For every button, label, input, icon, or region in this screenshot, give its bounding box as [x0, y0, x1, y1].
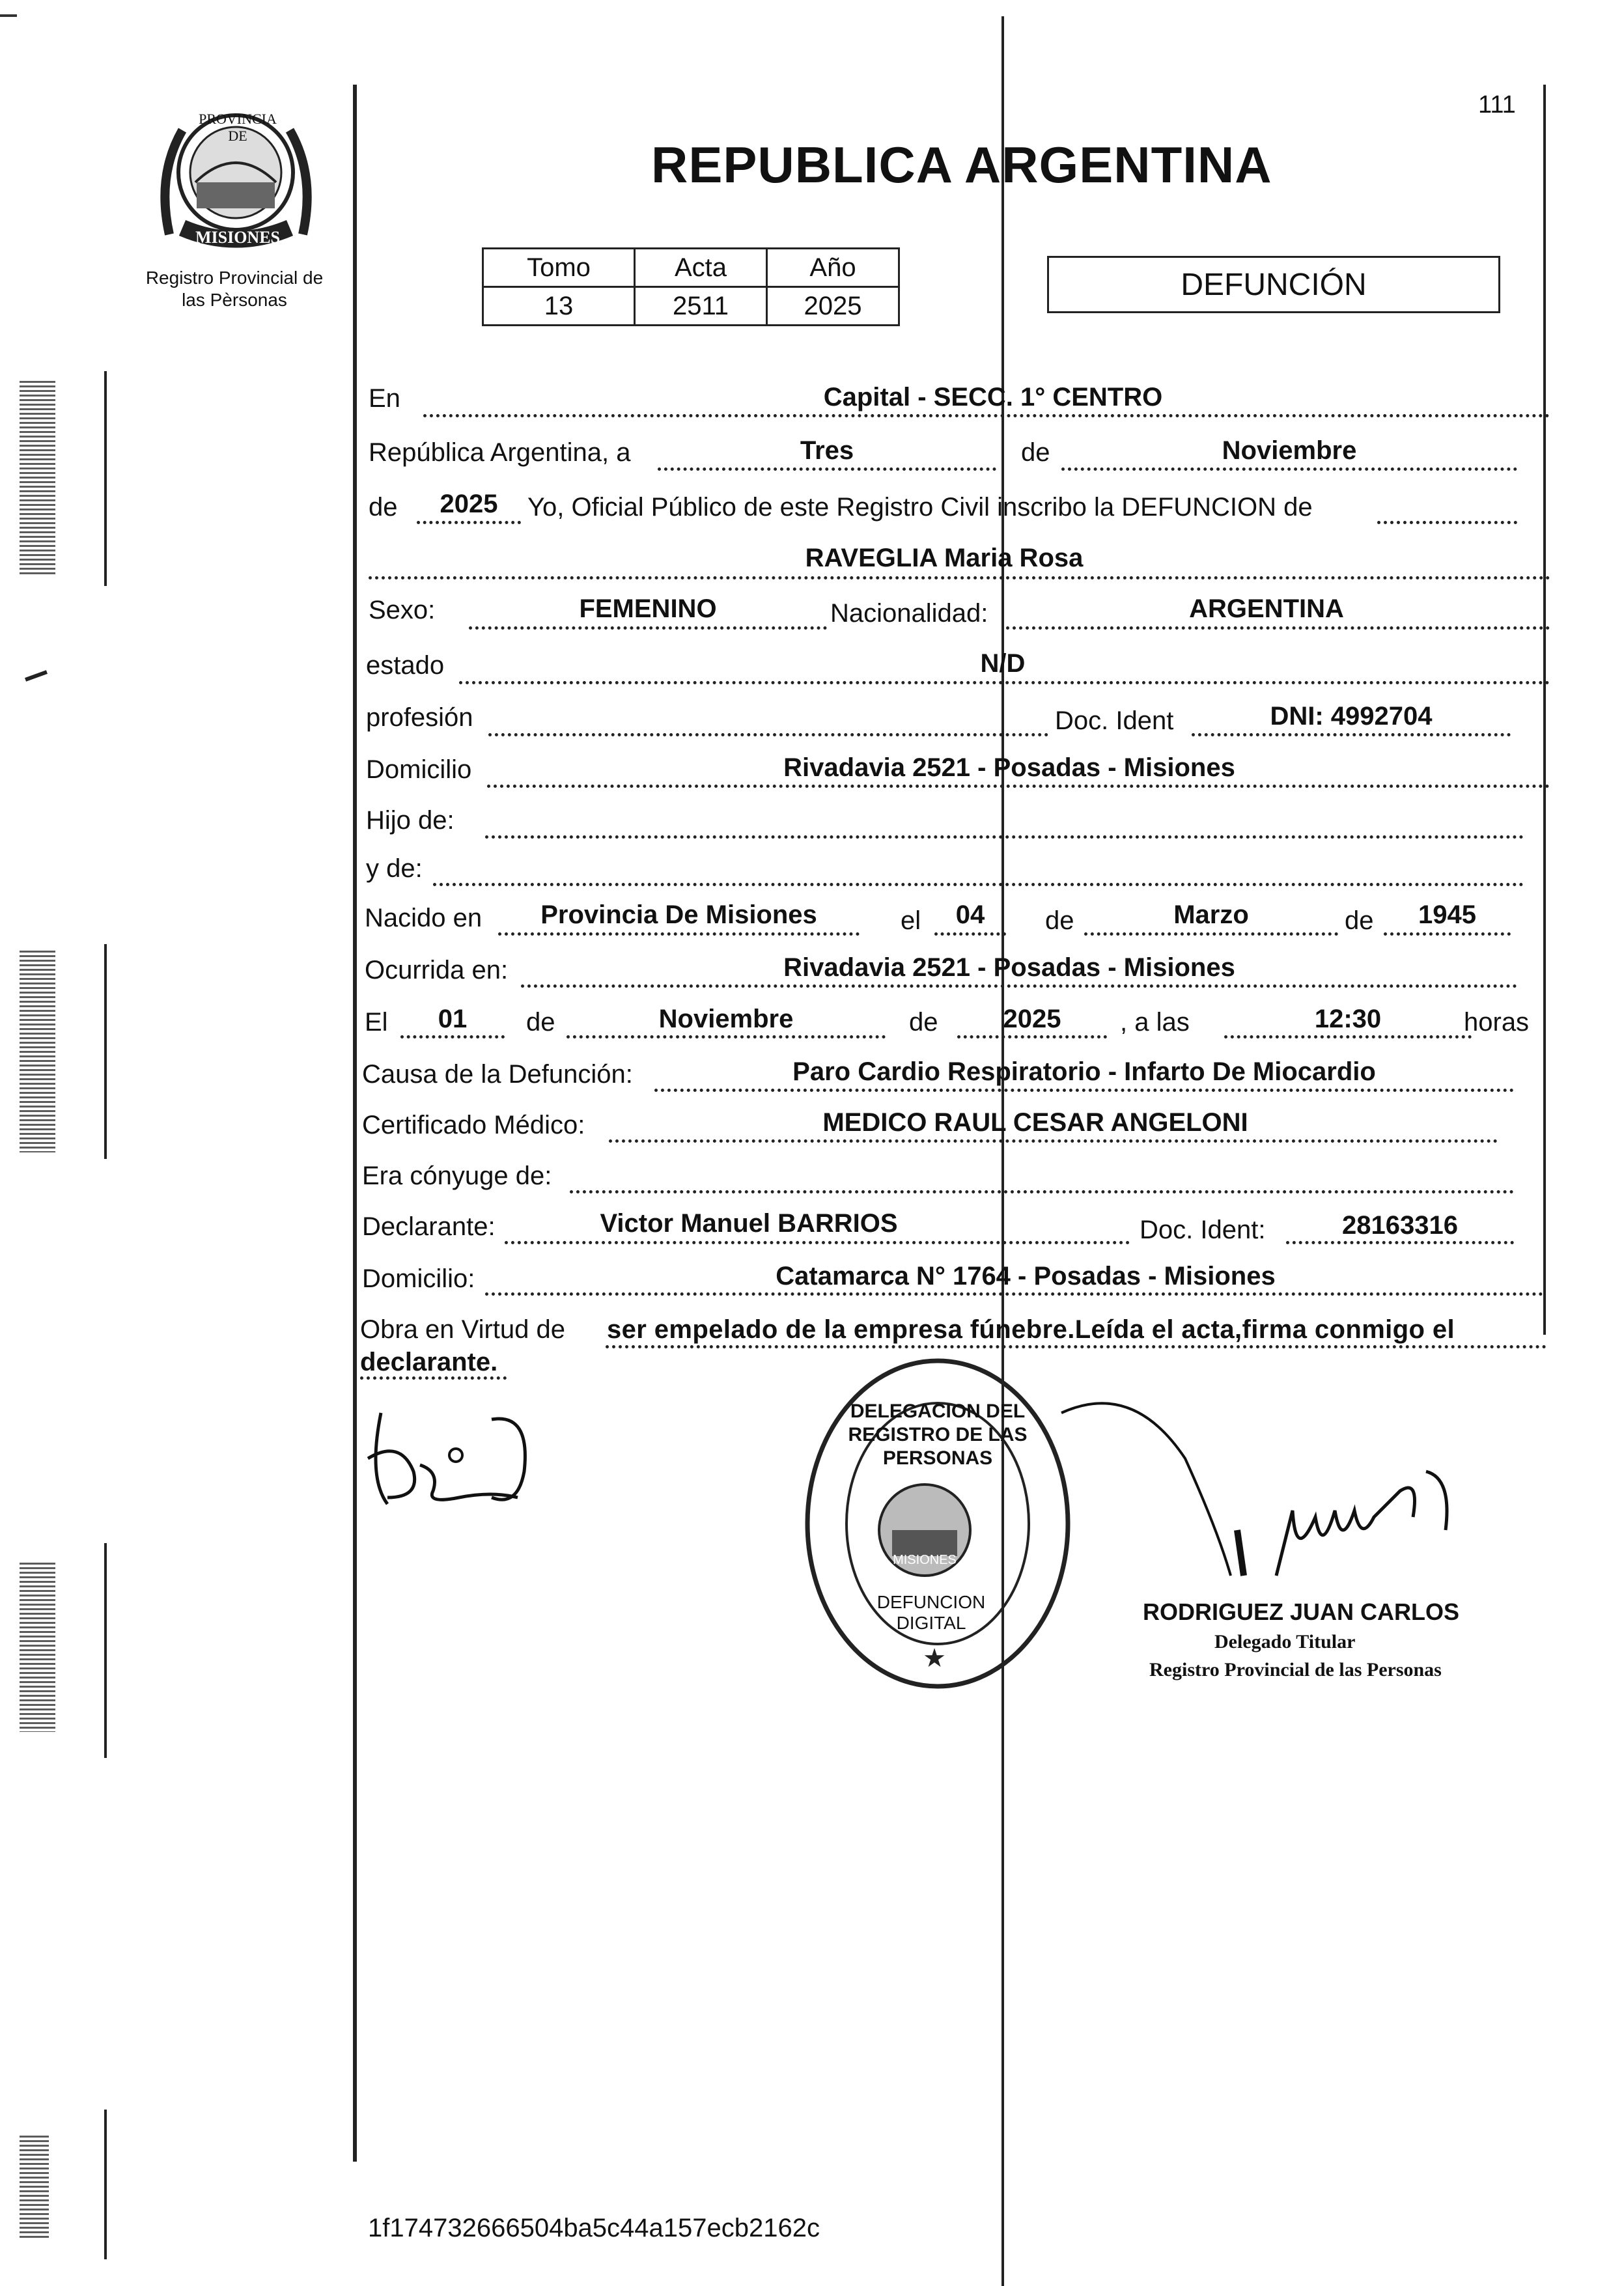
label-nac-de1: de: [1045, 906, 1074, 935]
declarant-signature: [361, 1400, 544, 1517]
label-conyuge: Era cónyuge de:: [362, 1162, 552, 1190]
label-certificado: Certificado Médico:: [362, 1111, 585, 1139]
dots-nac-de1: [1084, 932, 1338, 936]
dots-declarante: [505, 1241, 1130, 1244]
dots-inscribo: [1377, 521, 1517, 524]
acta-table: [482, 247, 900, 326]
seal-text-top: PROVINCIA DE: [199, 111, 277, 144]
right-border: [1543, 85, 1546, 1335]
anio-value: 2025: [767, 287, 899, 326]
label-nac-el: el: [901, 906, 921, 935]
label-el: El: [365, 1008, 388, 1037]
tomo-value: 13: [483, 287, 635, 326]
dots-profesion: [488, 733, 1048, 736]
dots-nacionalidad: [1006, 626, 1550, 630]
label-nac-de2: de: [1345, 906, 1374, 935]
official-name: RODRIGUEZ JUAN CARLOS: [1143, 1598, 1460, 1625]
table-header-anio: Año: [767, 249, 899, 287]
label-nacionalidad: Nacionalidad:: [830, 599, 988, 628]
value-anio: 2025: [440, 490, 498, 518]
label-domicilio: Domicilio: [366, 755, 472, 784]
dots-decl-doc: [1286, 1241, 1514, 1244]
scan-mark: [0, 14, 17, 17]
doc-type-box: [1047, 256, 1500, 313]
dots-domicilio: [487, 785, 1550, 788]
margin-line: [104, 371, 107, 586]
label-el-de1: de: [526, 1008, 555, 1037]
value-el: 01: [438, 1005, 468, 1033]
label-el-de2: de: [909, 1008, 938, 1037]
dots-conyuge: [570, 1190, 1514, 1193]
value-nac-de2: 1945: [1418, 900, 1476, 929]
doc-type: DEFUNCIÓN: [1181, 267, 1367, 302]
value-doc-ident: DNI: 4992704: [1270, 702, 1433, 731]
dots-sexo: [469, 626, 827, 630]
dots-nac-de2: [1384, 932, 1511, 936]
label-hijo-de: Hijo de:: [366, 806, 455, 835]
stamp-ring-text: DELEGACION DEL REGISTRO DE LAS PERSONAS: [848, 1401, 1028, 1469]
table-header-acta: Acta: [635, 249, 767, 287]
label-decl-doc: Doc. Ident:: [1140, 1216, 1266, 1244]
dots-en: [423, 414, 1550, 417]
label-sexo: Sexo:: [369, 596, 436, 624]
acta-value: 2511: [635, 287, 767, 326]
left-border: [353, 85, 357, 2162]
label-obra: Obra en Virtud de: [360, 1315, 566, 1344]
dots-nac-el: [934, 932, 1006, 936]
value-decl-doc: 28163316: [1342, 1211, 1458, 1240]
svg-text:★: ★: [923, 1644, 946, 1673]
value-mes: Noviembre: [1222, 436, 1357, 465]
value-ocurrida-en: Rivadavia 2521 - Posadas - Misiones: [783, 953, 1235, 982]
dots-el-de1: [567, 1035, 886, 1038]
fold-line: [1001, 16, 1004, 2286]
dots-nombre: [369, 576, 1550, 579]
label-a-las: , a las: [1120, 1008, 1190, 1037]
official-office: Registro Provincial de las Personas: [1149, 1659, 1442, 1680]
dots-dia: [658, 467, 996, 471]
margin-line: [104, 2110, 107, 2259]
label-y-de: y de:: [366, 854, 423, 883]
scan-artifact: [20, 381, 55, 576]
official-role: Delegado Titular: [1214, 1631, 1356, 1652]
margin-line: [104, 1543, 107, 1758]
dots-doc-ident: [1192, 733, 1511, 736]
scan-artifact: [20, 2136, 49, 2240]
label-estado: estado: [366, 651, 445, 680]
dots-nacido-en: [498, 932, 860, 936]
label-mes: de: [1021, 438, 1050, 467]
value-nac-el: 04: [955, 900, 985, 929]
dots-anio: [417, 521, 521, 524]
dots-causa: [654, 1089, 1514, 1092]
value-a-las: 12:30: [1314, 1005, 1382, 1033]
label-profesion: profesión: [366, 703, 473, 732]
value-dia: Tres: [800, 436, 854, 465]
dots-mes: [1061, 467, 1517, 471]
value-decl-dom: Catamarca N° 1764 - Posadas - Misiones: [776, 1262, 1276, 1290]
value-certificado: MEDICO RAUL CESAR ANGELONI: [822, 1108, 1248, 1137]
value-en: Capital - SECC. 1° CENTRO: [823, 383, 1163, 411]
value-declarante: Victor Manuel BARRIOS: [600, 1209, 898, 1238]
label-ocurrida-en: Ocurrida en:: [365, 956, 509, 984]
official-signature: [1035, 1380, 1478, 1595]
label-fecha: República Argentina, a: [369, 438, 631, 467]
page-title: REPUBLICA ARGENTINA: [651, 136, 1272, 193]
dots-obra-2: [360, 1376, 507, 1380]
value-el-de2: 2025: [1003, 1005, 1061, 1033]
label-decl-dom: Domicilio:: [362, 1264, 475, 1293]
stamp-inner-text: DEFUNCION DIGITAL: [876, 1592, 986, 1633]
value-nacido-en: Provincia De Misiones: [540, 900, 817, 929]
scan-artifact: [20, 951, 55, 1152]
label-horas: horas: [1464, 1008, 1530, 1037]
inscribo-text: Yo, Oficial Público de este Registro Civil inscribo la DEFUNCION de: [527, 493, 1313, 522]
dots-el-de2: [957, 1035, 1107, 1038]
dots-decl-dom: [485, 1292, 1543, 1296]
label-declarante: Declarante:: [362, 1212, 496, 1241]
label-anio: de: [369, 493, 398, 522]
value-nacionalidad: ARGENTINA: [1189, 594, 1344, 623]
value-obra-line2: declarante.: [360, 1348, 498, 1376]
value-obra-line1: ser empelado de la empresa fúnebre.Leída el acta,firma conmigo el: [607, 1315, 1455, 1344]
dots-ocurrida-en: [521, 984, 1517, 988]
table-header-tomo: Tomo: [483, 249, 635, 287]
scan-artifact: [20, 1563, 55, 1732]
label-nacido-en: Nacido en: [365, 904, 483, 932]
document-hash: 1f174732666504ba5c44a157ecb2162c: [368, 2214, 820, 2242]
scan-mark: [25, 670, 48, 682]
value-domicilio: Rivadavia 2521 - Posadas - Misiones: [783, 753, 1235, 782]
label-causa: Causa de la Defunción:: [362, 1060, 633, 1089]
dots-hijo-de: [485, 835, 1524, 839]
label-doc-ident: Doc. Ident: [1055, 706, 1174, 735]
value-nac-de1: Marzo: [1173, 900, 1249, 929]
logo-caption: Registro Provincial de las Pèrsonas: [145, 268, 324, 310]
seal-text-bottom: MISIONES: [195, 228, 281, 247]
margin-line: [104, 944, 107, 1159]
dots-obra: [606, 1345, 1547, 1348]
page-number: 111: [1478, 91, 1516, 118]
value-sexo: FEMENINO: [579, 594, 717, 623]
dots-y-de: [433, 883, 1524, 886]
label-en: En: [369, 384, 400, 413]
dots-a-las: [1224, 1035, 1472, 1038]
value-causa: Paro Cardio Respiratorio - Infarto De Miocardio: [792, 1057, 1376, 1086]
value-estado: N/D: [980, 649, 1026, 678]
dots-el: [400, 1035, 505, 1038]
stamp-seal-text: MISIONES: [893, 1553, 957, 1567]
value-el-de1: Noviembre: [658, 1005, 794, 1033]
value-nombre: RAVEGLIA Maria Rosa: [805, 544, 1084, 572]
dots-estado: [459, 681, 1550, 684]
dots-certificado: [609, 1139, 1498, 1143]
